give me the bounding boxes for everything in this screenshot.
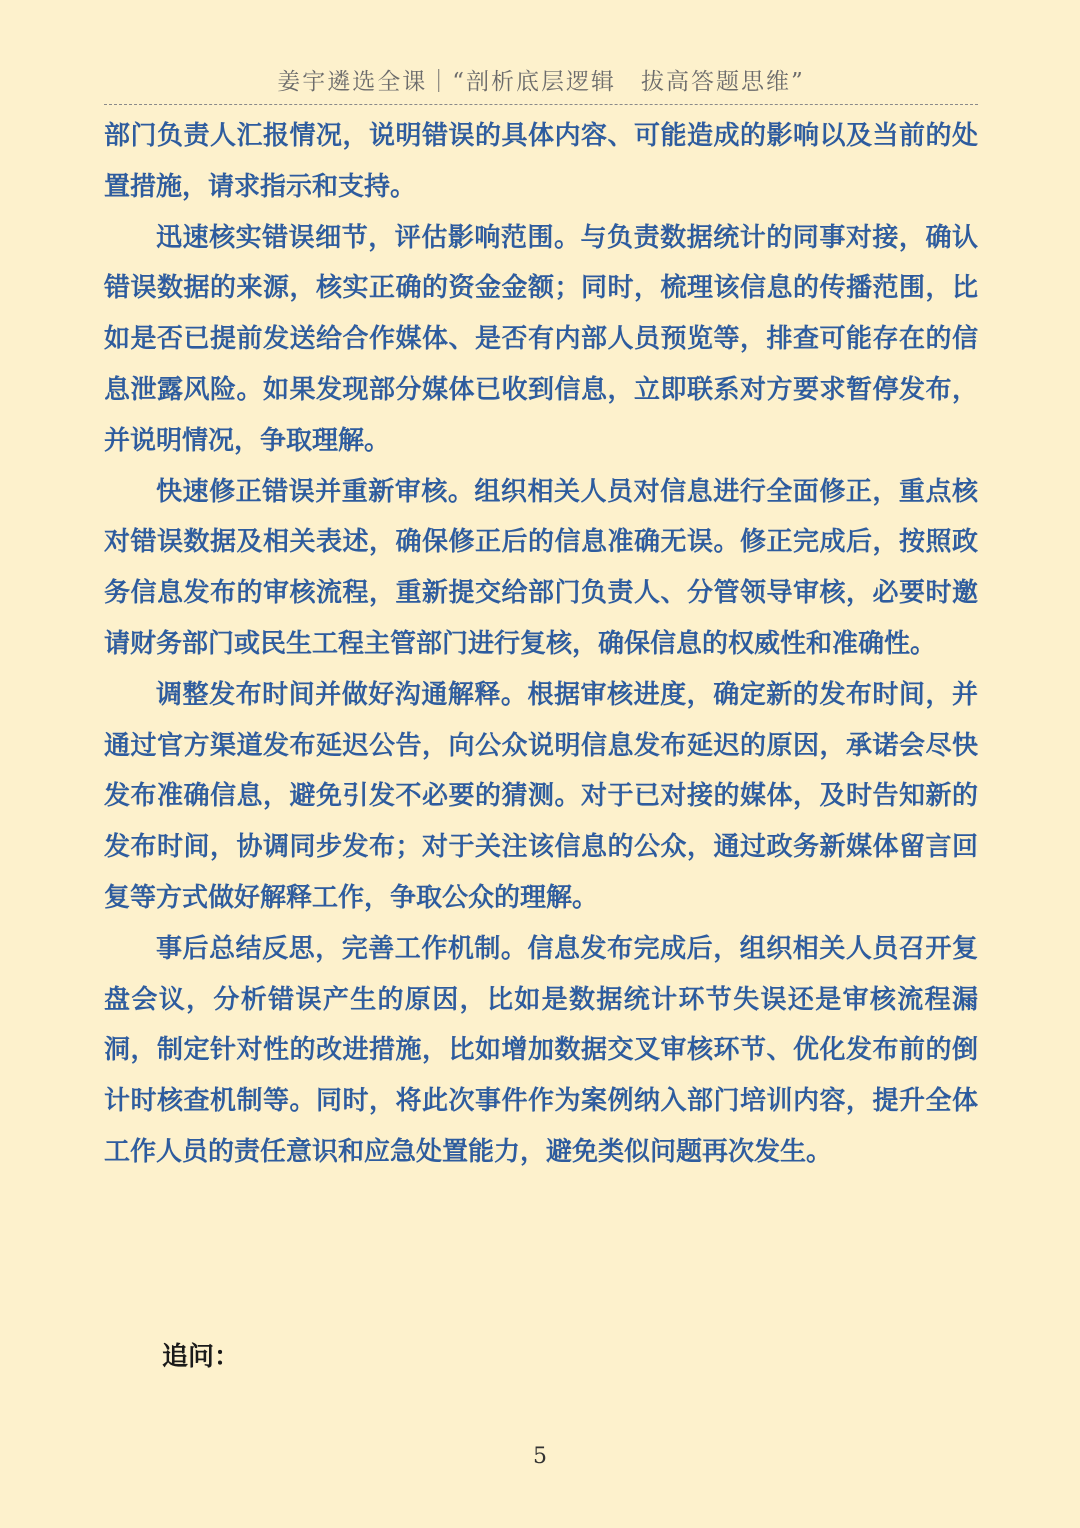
paragraph-continuation: 部门负责人汇报情况，说明错误的具体内容、可能造成的影响以及当前的处置措施，请求指示和支持。 xyxy=(104,121,978,202)
paragraph-verify-error: 迅速核实错误细节，评估影响范围。与负责数据统计的同事对接，确认错误数据的来源，核实正确的资金金额；同时，梳理该信息的传播范围，比如是否已提前发送给合作媒体、是否有内部人员预览等，排查可能存在的信息泄露风险。如果发现部分媒体已收到信息，立即联系对方要求暂停发布，并说明情况，争取理解。 xyxy=(104,222,978,456)
followup-label: 追问： xyxy=(162,1342,241,1372)
paragraph-correct-review: 快速修正错误并重新审核。组织相关人员对信息进行全面修正，重点核对错误数据及相关表述，确保修正后的信息准确无误。修正完成后，按照政务信息发布的审核流程，重新提交给部门负责人、分管领导审核，必要时邀请财务部门或民生工程主管部门进行复核，确保信息的权威性和准确性。 xyxy=(104,476,978,659)
document-body xyxy=(104,111,978,1178)
paragraph-summary-reflection: 事后总结反思，完善工作机制。信息发布完成后，组织相关人员召开复盘会议，分析错误产生的原因，比如是数据统计环节失误还是审核流程漏洞，制定针对性的改进措施，比如增加数据交叉审核环节、优化发布前的倒计时核查机制等。同时，将此次事件作为案例纳入部门培训内容，提升全体工作人员的责任意识和应急处置能力，避免类似问题再次发生。 xyxy=(104,933,978,1167)
paragraph-adjust-release: 调整发布时间并做好沟通解释。根据审核进度，确定新的发布时间，并通过官方渠道发布延迟公告，向公众说明信息发布延迟的原因，承诺会尽快发布准确信息，避免引发不必要的猜测。对于已对接的媒体，及时告知新的发布时间，协调同步发布；对于关注该信息的公众，通过政务新媒体留言回复等方式做好解释工作，争取公众的理解。 xyxy=(104,679,978,913)
page-number: 5 xyxy=(533,1444,547,1469)
page-header: 姜宇遴选全课｜“剖析底层逻辑 拔高答题思维” xyxy=(104,62,978,105)
